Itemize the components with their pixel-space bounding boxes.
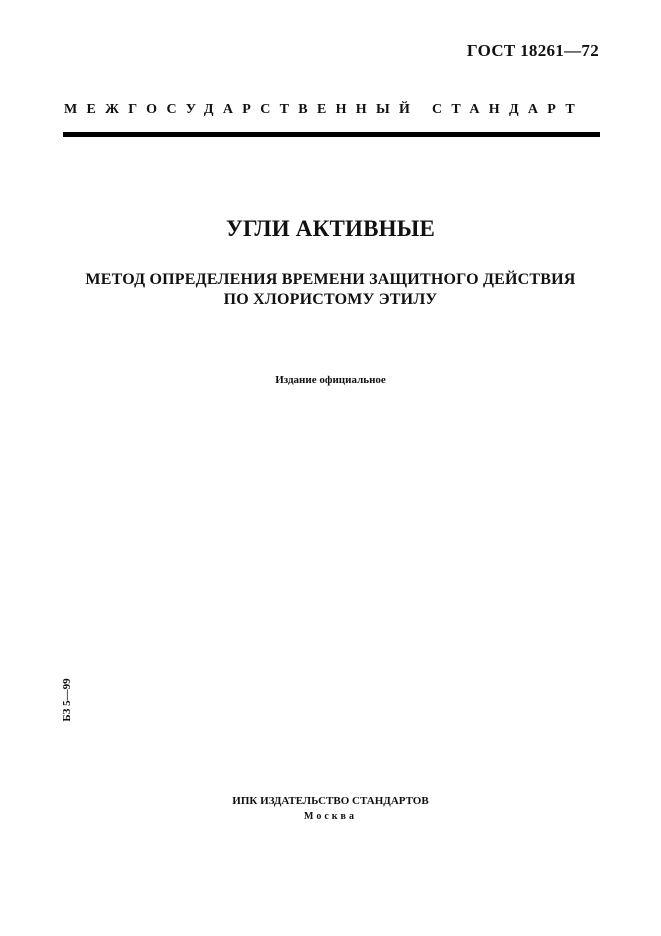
edition-note: Издание официальное — [275, 374, 386, 386]
publisher: ИПК ИЗДАТЕЛЬСТВО СТАНДАРТОВ — [232, 795, 429, 807]
standard-type-label: МЕЖГОСУДАРСТВЕННЫЙ СТАНДАРТ — [64, 102, 584, 117]
document-subtitle — [0, 270, 661, 310]
subtitle-line-2: ПО ХЛОРИСТОМУ ЭТИЛУ — [223, 291, 438, 308]
gost-number: ГОСТ 18261—72 — [466, 41, 599, 60]
publisher-city: Москва — [304, 811, 357, 822]
side-code-text: БЗ 5—99 — [61, 678, 73, 722]
side-code — [60, 670, 74, 730]
subtitle-line-1: МЕТОД ОПРЕДЕЛЕНИЯ ВРЕМЕНИ ЗАЩИТНОГО ДЕЙСТВИЯ — [85, 271, 576, 288]
document-title: УГЛИ АКТИВНЫЕ — [225, 216, 436, 241]
header-divider — [63, 132, 600, 137]
